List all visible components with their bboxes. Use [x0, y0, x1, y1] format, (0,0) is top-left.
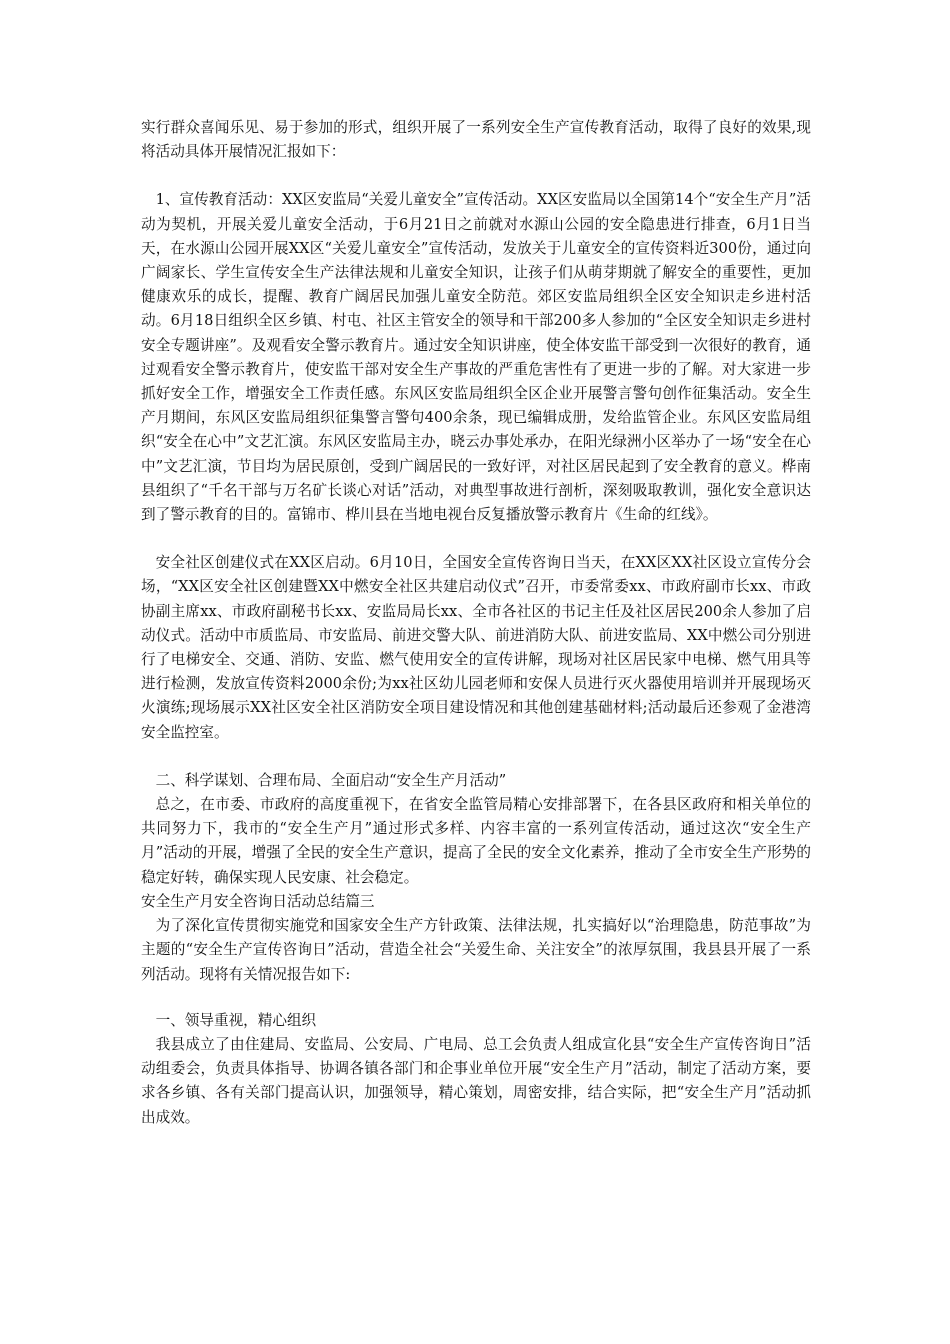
safety-community-paragraph: 安全社区创建仪式在XX区启动。6月10日，全国安全宣传咨询日当天，在XX区XX社区设立宣传分会场，“XX区安全社区创建暨XX中燃安全社区共建启动仪式”召开，市委常委xx、市政府副市长xx、市政协副主席xx、市政府副秘书长xx、安监局局长xx、全市各社区的书记主任及社区居民200余人参加了启动仪式。活动中市质监局、市安监局、前进交警大队、前进消防大队、前进安监局、XX中燃公司分别进行了电梯安全、交通、消防、安监、燃气使用安全的宣传讲解，现场对社区居民家中电梯、燃气用具等进行检测，发放宣传资料2000余份;为xx社区幼儿园老师和安保人员进行灭火器使用培训并开展现场灭火演练;现场展示XX社区安全社区消防安全项目建设情况和其他创建基础材料;活动最后还参观了金港湾安全监控室。 — [141, 554, 811, 741]
article-title: 安全生产月安全咨询日活动总结篇三 — [141, 892, 375, 910]
section-heading-leadership: 一、领导重视，精心组织 — [155, 1011, 317, 1029]
article-intro-paragraph: 为了深化宣传贯彻实施党和国家安全生产方针政策、法律法规，扎实搞好以“治理隐患，防范事故”为主题的“安全生产宣传咨询日”活动，营造全社会“关爱生命、关注安全”的浓厚氛围，我县县开展了一系列活动。现将有关情况报告如下: — [141, 917, 811, 983]
paragraph-gap — [141, 527, 811, 551]
paragraph-gap — [141, 745, 811, 769]
section-1-paragraph: 1、宣传教育活动：XX区安监局“关爱儿童安全”宣传活动。XX区安监局以全国第14个“安全生产月”活动为契机，开展关爱儿童安全活动，于6月21日之前就对水源山公园的安全隐患进行排查，6月1日当天，在水源山公园开展XX区“关爱儿童安全”宣传活动，发放关于儿童安全的宣传资料近300份，通过向广阔家长、学生宣传安全生产法律法规和儿童安全知识，让孩子们从萌芽期就了解安全的重要性，更加健康欢乐的成长，提醒、教育广阔居民加强儿童安全防范。郊区安监局组织全区安全知识走乡进村活动。6月18日组织全区乡镇、村屯、社区主管安全的领导和干部200多人参加的“全区安全知识走乡进村安全专题讲座”。及观看安全警示教育片。通过安全知识讲座，使全体安监干部受到一次很好的教育，通过观看安全警示教育片，使安监干部对安全生产事故的严重危害性有了更进一步的了解。对大家进一步抓好安全工作，增强安全工作责任感。东风区安监局组织全区企业开展警言警句创作征集活动。安全生产月期间，东风区安监局组织征集警言警句400余条，现已编辑成册，发给监管企业。东风区安监局组织“安全在心中”文艺汇演。东风区安监局主办，晓云办事处承办，在阳光绿洲小区举办了一场“安全在心中”文艺汇演，节目均为居民原创，受到广阔居民的一致好评，对社区居民起到了安全教育的意义。桦南县组织了“千名干部与万名矿长谈心对话”活动，对典型事故进行剖析，深刻吸取教训，强化安全意识达到了警示教育的目的。富锦市、桦川县在当地电视台反复播放警示教育片《生命的红线》。 — [141, 191, 811, 524]
intro-paragraph: 实行群众喜闻乐见、易于参加的形式，组织开展了一系列安全生产宣传教育活动，取得了良好的效果,现将活动具体开展情况汇报如下： — [141, 119, 811, 161]
section-2-heading: 二、科学谋划、合理布局、全面启动“安全生产月活动” — [155, 771, 507, 789]
summary-paragraph: 总之，在市委、市政府的高度重视下，在省安全监管局精心安排部署下，在各县区政府和相关单位的共同努力下，我市的“安全生产月”通过形式多样、内容丰富的一系列宣传活动，通过这次“安全生产月”活动的开展，增强了全民的安全生产意识，提高了全民的安全文化素养，推动了全市安全生产形势的稳定好转，确保实现人民安康、社会稳定。 — [141, 796, 811, 886]
leadership-paragraph: 我县成立了由住建局、安监局、公安局、广电局、总工会负责人组成宣化县“安全生产宣传咨询日”活动组委会，负责具体指导、协调各镇各部门和企事业单位开展“安全生产月”活动，制定了活动方案，要求各乡镇、各有关部门提高认识，加强领导，精心策划，周密安排，结合实际，把“安全生产月”活动抓出成效。 — [141, 1035, 811, 1126]
paragraph-gap — [141, 987, 811, 1009]
paragraph-gap — [141, 164, 811, 188]
document-body — [141, 116, 811, 1130]
